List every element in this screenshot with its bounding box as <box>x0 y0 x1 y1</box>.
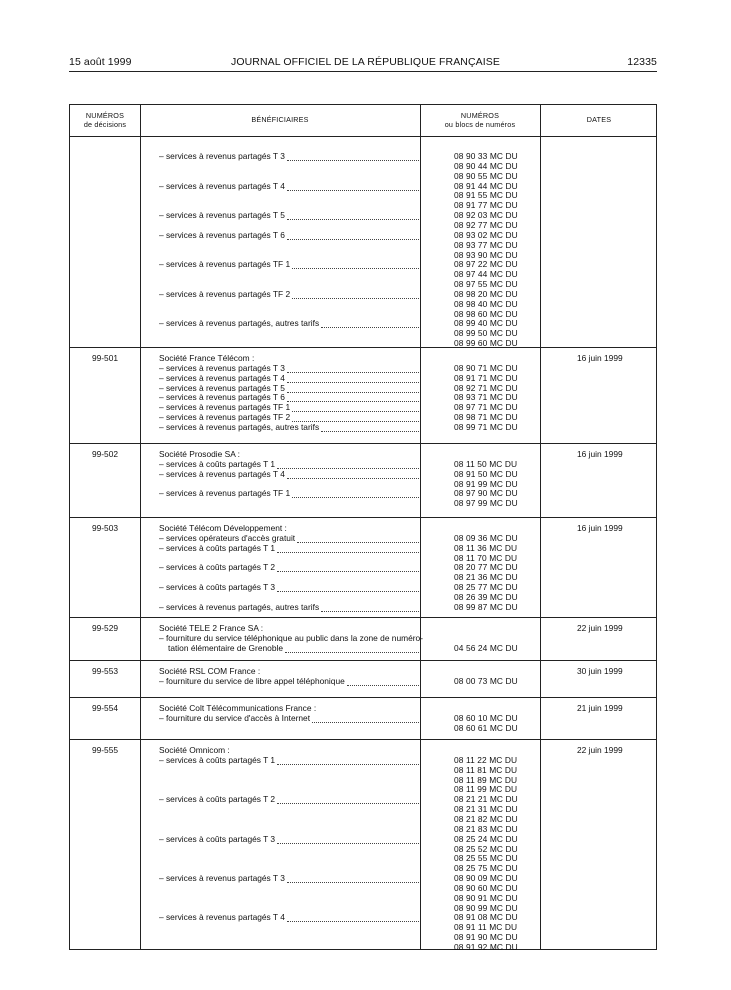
service-label-text: – services opérateurs d'accès gratuit <box>159 532 296 543</box>
number-block: 08 91 77 MC DU <box>454 200 518 211</box>
column-header-line: DATES <box>586 115 612 125</box>
service-label <box>159 543 419 553</box>
number-block: 08 21 36 MC DU <box>454 572 518 583</box>
number-block: 08 90 44 MC DU <box>454 160 518 171</box>
decision-number: 99-503 <box>91 523 119 533</box>
decisions-table <box>69 104 657 950</box>
service-label-text: – services à revenus partagés, autres tarifs <box>159 318 320 329</box>
service-label-text: – services à revenus partagés T 5 <box>159 210 285 221</box>
decision-date: 22 juin 1999 <box>577 745 623 755</box>
decision-date: 21 juin 1999 <box>577 703 623 713</box>
number-block: 08 25 52 MC DU <box>454 843 518 854</box>
service-label <box>159 181 419 191</box>
dot-leader <box>277 796 419 804</box>
header-row-divider <box>70 136 656 137</box>
column-header-line: BÉNÉFICIAIRES <box>251 115 309 125</box>
service-label: – fourniture du service téléphonique au public dans la zone de numéro- <box>159 632 423 643</box>
number-block: 08 25 24 MC DU <box>454 833 518 844</box>
service-label-text: – fourniture du service d'accès à Internet <box>159 712 311 723</box>
number-block: 08 98 20 MC DU <box>454 288 518 299</box>
number-block: 08 97 71 MC DU <box>454 402 518 413</box>
number-block: 08 21 21 MC DU <box>454 794 518 805</box>
service-label <box>159 230 419 240</box>
number-block: 08 91 08 MC DU <box>454 912 518 923</box>
number-block: 08 91 55 MC DU <box>454 190 518 201</box>
number-block: 08 11 36 MC DU <box>454 542 518 553</box>
dot-leader <box>287 875 419 883</box>
dot-leader <box>321 424 419 432</box>
service-label-text: – services à revenus partagés TF 2 <box>159 288 291 299</box>
service-label <box>159 582 419 592</box>
dot-leader <box>321 320 419 328</box>
number-block: 08 25 55 MC DU <box>454 853 518 864</box>
dot-leader <box>287 914 419 922</box>
number-block: 08 91 50 MC DU <box>454 468 518 479</box>
service-label <box>159 602 419 612</box>
beneficiary-name: Société Télécom Développement : <box>159 523 287 533</box>
decision-date: 16 juin 1999 <box>577 353 623 363</box>
number-block: 08 91 90 MC DU <box>454 932 518 943</box>
decision-number: 99-553 <box>91 666 119 676</box>
service-label-text: – services à revenus partagés T 4 <box>159 372 285 383</box>
dot-leader <box>287 385 419 393</box>
service-label-text: – services à coûts partagés T 2 <box>159 794 276 805</box>
number-block: 08 97 99 MC DU <box>454 498 518 509</box>
column-divider <box>140 105 141 949</box>
dot-leader <box>312 715 419 723</box>
column-divider <box>420 105 421 949</box>
service-label <box>159 469 419 479</box>
number-block: 08 11 50 MC DU <box>454 458 518 469</box>
number-block: 08 25 75 MC DU <box>454 863 518 874</box>
beneficiary-name: Société Prosodie SA : <box>159 449 241 459</box>
column-header-line: ou blocs de numéros <box>444 119 516 129</box>
decision-number: 99-529 <box>91 623 119 633</box>
number-block: 08 09 36 MC DU <box>454 532 518 543</box>
number-block: 08 91 71 MC DU <box>454 372 518 383</box>
number-block: 08 99 50 MC DU <box>454 328 518 339</box>
dot-leader <box>287 232 419 240</box>
service-label <box>159 912 419 922</box>
service-label-text: – services à revenus partagés TF 2 <box>159 412 291 423</box>
section-divider <box>70 660 656 661</box>
column-divider <box>540 105 541 949</box>
dot-leader <box>297 535 419 543</box>
number-block: 08 99 60 MC DU <box>454 338 518 349</box>
dot-leader <box>277 584 419 592</box>
number-block: 08 90 33 MC DU <box>454 151 518 161</box>
service-label <box>159 392 419 402</box>
number-block: 08 98 71 MC DU <box>454 412 518 423</box>
section-divider <box>70 347 656 348</box>
number-block: 08 60 61 MC DU <box>454 722 518 733</box>
number-block: 08 98 40 MC DU <box>454 298 518 309</box>
dot-leader <box>292 404 419 412</box>
dot-leader <box>292 414 419 422</box>
number-block: 08 93 71 MC DU <box>454 392 518 403</box>
beneficiary-name: Société TELE 2 France SA : <box>159 623 264 633</box>
number-block: 08 99 40 MC DU <box>454 318 518 329</box>
service-label-text: – fourniture du service de libre appel téléphonique <box>159 675 345 686</box>
number-block: 08 11 99 MC DU <box>454 784 518 795</box>
number-block: 08 99 87 MC DU <box>454 601 518 612</box>
number-block: 08 92 03 MC DU <box>454 210 518 221</box>
number-block: 08 90 09 MC DU <box>454 873 518 884</box>
number-block: 08 90 71 MC DU <box>454 362 518 373</box>
section-divider <box>70 739 656 740</box>
number-block: 08 93 02 MC DU <box>454 229 518 240</box>
dot-leader <box>287 471 419 479</box>
number-block: 08 21 31 MC DU <box>454 804 518 815</box>
dot-leader <box>277 564 419 572</box>
section-divider <box>70 443 656 444</box>
column-header-line: NUMÉROS <box>460 111 500 120</box>
service-label-text: – services à coûts partagés T 2 <box>159 562 276 573</box>
section-divider <box>70 697 656 698</box>
dot-leader <box>292 261 419 269</box>
service-label-text: – services à coûts partagés T 1 <box>159 542 276 553</box>
decision-number: 99-502 <box>91 449 119 459</box>
dot-leader <box>277 545 419 553</box>
column-header-line: de décisions <box>83 119 127 129</box>
number-block: 08 90 55 MC DU <box>454 170 518 181</box>
service-label-text: – services à revenus partagés T 4 <box>159 912 285 923</box>
service-label <box>159 873 419 883</box>
service-label <box>159 533 419 543</box>
service-label <box>159 259 419 269</box>
service-label-text: – services à revenus partagés T 3 <box>159 151 285 161</box>
number-block: 08 11 89 MC DU <box>454 774 518 785</box>
decision-number: 99-501 <box>91 353 119 363</box>
number-block: 08 00 73 MC DU <box>454 675 518 686</box>
number-block: 08 99 71 MC DU <box>454 421 518 432</box>
dot-leader <box>277 461 419 469</box>
column-header-line: NUMÉROS <box>85 111 125 120</box>
decision-date: 16 juin 1999 <box>577 449 623 459</box>
number-block: 08 60 10 MC DU <box>454 712 518 723</box>
number-block: 08 91 92 MC DU <box>454 942 518 952</box>
beneficiary-name: Société Colt Télécommunications France : <box>159 703 317 713</box>
service-label-text: – services à revenus partagés T 6 <box>159 392 285 403</box>
dot-leader <box>287 394 419 402</box>
section-divider <box>70 517 656 518</box>
number-block: 08 11 70 MC DU <box>454 552 518 563</box>
section-divider <box>70 617 656 618</box>
service-label-text: – services à coûts partagés T 1 <box>159 458 276 469</box>
dot-leader <box>292 291 419 299</box>
service-label <box>159 318 419 328</box>
service-label <box>159 562 419 572</box>
decision-date: 16 juin 1999 <box>577 523 623 533</box>
service-label-text: – services à coûts partagés T 3 <box>159 582 276 593</box>
service-label-text: – services à revenus partagés T 3 <box>159 873 285 884</box>
number-block: 08 93 90 MC DU <box>454 249 518 260</box>
number-block: 08 90 60 MC DU <box>454 882 518 893</box>
dot-leader <box>321 604 419 612</box>
service-label <box>159 755 419 765</box>
dot-leader <box>287 365 419 373</box>
service-label <box>159 676 419 686</box>
number-block: 08 97 22 MC DU <box>454 259 518 270</box>
journal-title: JOURNAL OFFICIEL DE LA RÉPUBLIQUE FRANÇAISE <box>231 56 500 68</box>
number-block: 08 91 11 MC DU <box>454 922 518 933</box>
service-label <box>159 422 419 432</box>
service-label-text: – services à revenus partagés T 3 <box>159 362 285 373</box>
column-header-blocs <box>420 105 540 136</box>
dot-leader <box>347 678 419 686</box>
beneficiary-name: Société France Télécom : <box>159 353 255 363</box>
number-block: 08 21 82 MC DU <box>454 813 518 824</box>
decision-number: 99-554 <box>91 703 119 713</box>
service-label-text: tation élémentaire de Grenoble <box>168 642 283 653</box>
dot-leader <box>277 757 419 765</box>
number-block: 08 97 44 MC DU <box>454 269 518 280</box>
header-date: 15 août 1999 <box>69 56 132 68</box>
decision-date: 30 juin 1999 <box>577 666 623 676</box>
service-label <box>159 289 419 299</box>
dot-leader <box>287 153 419 161</box>
service-label-text: – services à revenus partagés TF 1 <box>159 402 291 413</box>
column-header-dates <box>540 105 658 136</box>
page-number: 12335 <box>627 56 657 68</box>
number-block: 08 91 99 MC DU <box>454 478 518 489</box>
number-block: 08 25 77 MC DU <box>454 582 518 593</box>
service-label <box>159 402 419 412</box>
dot-leader <box>287 212 419 220</box>
service-label-text: – services à revenus partagés, autres tarifs <box>159 601 320 612</box>
service-label <box>159 459 419 469</box>
number-block: 08 92 71 MC DU <box>454 382 518 393</box>
service-label <box>159 794 419 804</box>
column-header-beneficiaires <box>140 105 420 136</box>
dot-leader <box>287 183 419 191</box>
number-block: 08 98 60 MC DU <box>454 308 518 319</box>
service-label-text: – services à revenus partagés T 4 <box>159 180 285 191</box>
number-block: 08 26 39 MC DU <box>454 591 518 602</box>
dot-leader <box>285 645 419 653</box>
service-label <box>159 383 419 393</box>
service-label <box>159 488 419 498</box>
header-rule <box>69 71 657 72</box>
service-label-text: – services à coûts partagés T 3 <box>159 833 276 844</box>
number-block: 04 56 24 MC DU <box>454 642 518 653</box>
service-label <box>168 643 419 653</box>
number-block: 08 92 77 MC DU <box>454 219 518 230</box>
service-label <box>159 834 419 844</box>
service-label-text: – services à revenus partagés TF 1 <box>159 488 291 499</box>
service-label <box>159 151 419 161</box>
number-block: 08 11 81 MC DU <box>454 764 518 775</box>
service-label <box>159 210 419 220</box>
number-block: 08 90 99 MC DU <box>454 902 518 913</box>
service-label-text: – services à revenus partagés, autres tarifs <box>159 421 320 432</box>
number-block: 08 93 77 MC DU <box>454 239 518 250</box>
number-block: 08 97 90 MC DU <box>454 488 518 499</box>
number-block: 08 97 55 MC DU <box>454 279 518 290</box>
number-block: 08 90 91 MC DU <box>454 892 518 903</box>
beneficiary-name: Société Omnicom : <box>159 745 230 755</box>
decision-number: 99-555 <box>91 745 119 755</box>
service-label-text: – services à revenus partagés T 5 <box>159 382 285 393</box>
column-header-numeros <box>70 105 140 136</box>
beneficiary-name: Société RSL COM France : <box>159 666 261 676</box>
service-label <box>159 412 419 422</box>
number-block: 08 91 44 MC DU <box>454 180 518 191</box>
dot-leader <box>292 490 419 498</box>
service-label-text: – services à revenus partagés TF 1 <box>159 259 291 270</box>
service-label-text: – services à coûts partagés T 1 <box>159 754 276 765</box>
number-block: 08 21 83 MC DU <box>454 823 518 834</box>
service-label-text: – services à revenus partagés T 4 <box>159 468 285 479</box>
number-block: 08 20 77 MC DU <box>454 562 518 573</box>
service-label <box>159 363 419 373</box>
service-label <box>159 713 419 723</box>
dot-leader <box>287 375 419 383</box>
dot-leader <box>277 836 419 844</box>
number-block: 08 11 22 MC DU <box>454 754 518 765</box>
service-label-text: – services à revenus partagés T 6 <box>159 229 285 240</box>
decision-date: 22 juin 1999 <box>577 623 623 633</box>
service-label <box>159 373 419 383</box>
